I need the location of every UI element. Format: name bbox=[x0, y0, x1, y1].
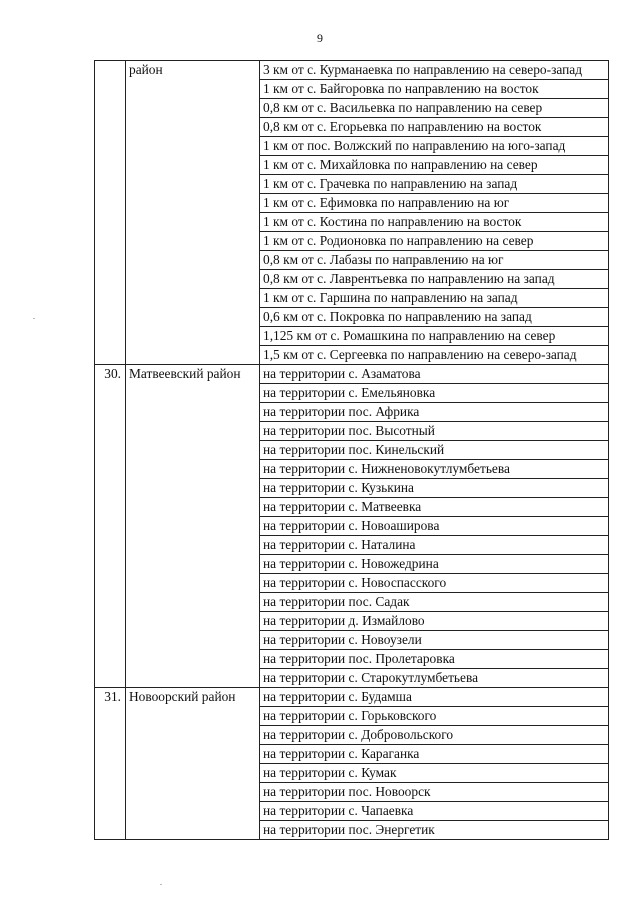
location-cell: на территории с. Кумак bbox=[260, 764, 609, 783]
location-cell: на территории с. Емельяновка bbox=[260, 384, 609, 403]
location-cell: 0,8 км от с. Лабазы по направлению на юг bbox=[260, 251, 609, 270]
table-row bbox=[95, 61, 609, 80]
location-cell: на территории пос. Пролетаровка bbox=[260, 650, 609, 669]
location-cell: на территории с. Нижненовокутлумбетьева bbox=[260, 460, 609, 479]
districts-table bbox=[94, 60, 609, 840]
location-cell: на территории пос. Кинельский bbox=[260, 441, 609, 460]
district-name: Матвеевский район bbox=[126, 365, 260, 688]
scan-speck bbox=[160, 884, 162, 885]
location-cell: на территории с. Матвеевка bbox=[260, 498, 609, 517]
location-cell: 0,8 км от с. Егорьевка по направлению на восток bbox=[260, 118, 609, 137]
location-cell: на территории с. Добровольского bbox=[260, 726, 609, 745]
location-cell: 1,125 км от с. Ромашкина по направлению на север bbox=[260, 327, 609, 346]
location-cell: 1 км от с. Михайловка по направлению на север bbox=[260, 156, 609, 175]
location-cell: 1 км от с. Грачевка по направлению на запад bbox=[260, 175, 609, 194]
location-cell: на территории с. Горьковского bbox=[260, 707, 609, 726]
location-cell: 1 км от с. Байгоровка по направлению на восток bbox=[260, 80, 609, 99]
location-cell: 1 км от с. Гаршина по направлению на запад bbox=[260, 289, 609, 308]
district-number: 30. bbox=[95, 365, 126, 688]
location-cell: на территории с. Кузькина bbox=[260, 479, 609, 498]
scan-speck bbox=[33, 318, 35, 319]
district-name: район bbox=[126, 61, 260, 365]
location-cell: на территории пос. Энергетик bbox=[260, 821, 609, 840]
location-cell: на территории с. Караганка bbox=[260, 745, 609, 764]
location-cell: 1 км от с. Костина по направлению на восток bbox=[260, 213, 609, 232]
location-cell: 1,5 км от с. Сергеевка по направлению на северо-запад bbox=[260, 346, 609, 365]
location-cell: на территории с. Наталина bbox=[260, 536, 609, 555]
district-number bbox=[95, 61, 126, 365]
table-row bbox=[95, 365, 609, 384]
location-cell: на территории с. Новоаширова bbox=[260, 517, 609, 536]
district-number: 31. bbox=[95, 688, 126, 840]
location-cell: на территории с. Азаматова bbox=[260, 365, 609, 384]
location-cell: на территории д. Измайлово bbox=[260, 612, 609, 631]
location-cell: на территории с. Старокутлумбетьева bbox=[260, 669, 609, 688]
location-cell: на территории с. Чапаевка bbox=[260, 802, 609, 821]
location-cell: на территории пос. Африка bbox=[260, 403, 609, 422]
location-cell: 1 км от пос. Волжский по направлению на юго-запад bbox=[260, 137, 609, 156]
location-cell: 1 км от с. Ефимовка по направлению на юг bbox=[260, 194, 609, 213]
location-cell: 0,6 км от с. Покровка по направлению на запад bbox=[260, 308, 609, 327]
location-cell: на территории пос. Новоорск bbox=[260, 783, 609, 802]
location-cell: на территории пос. Высотный bbox=[260, 422, 609, 441]
location-cell: 1 км от с. Родионовка по направлению на север bbox=[260, 232, 609, 251]
location-cell: на территории с. Новоспасского bbox=[260, 574, 609, 593]
table-body bbox=[95, 61, 609, 840]
location-cell: на территории с. Новожедрина bbox=[260, 555, 609, 574]
location-cell: 0,8 км от с. Лаврентьевка по направлению на запад bbox=[260, 270, 609, 289]
location-cell: 0,8 км от с. Васильевка по направлению на север bbox=[260, 99, 609, 118]
location-cell: на территории с. Будамша bbox=[260, 688, 609, 707]
page-number: 9 bbox=[317, 31, 323, 45]
location-cell: на территории пос. Садак bbox=[260, 593, 609, 612]
location-cell: на территории с. Новоузели bbox=[260, 631, 609, 650]
table-row bbox=[95, 688, 609, 707]
location-cell: 3 км от с. Курманаевка по направлению на северо-запад bbox=[260, 61, 609, 80]
district-name: Новоорский район bbox=[126, 688, 260, 840]
